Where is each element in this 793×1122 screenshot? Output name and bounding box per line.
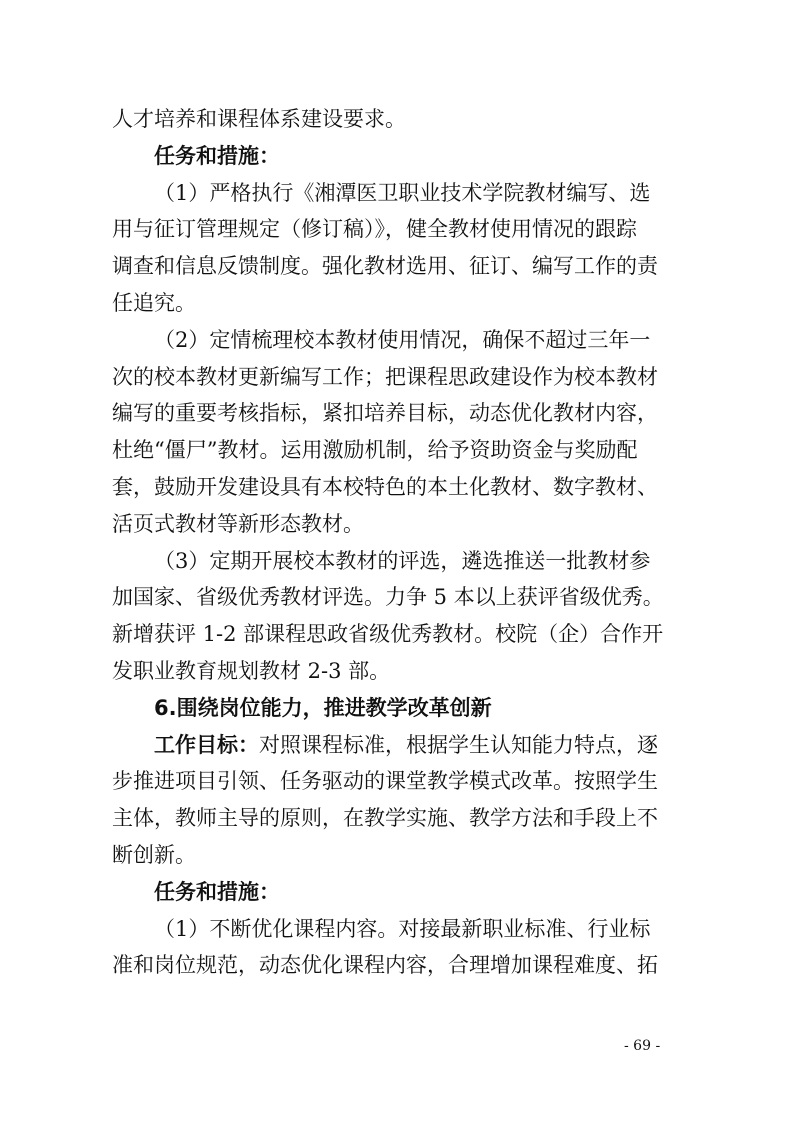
paragraph-line: 准和岗位规范，动态优化课程内容，合理增加课程难度、拓 — [112, 953, 658, 978]
paragraph-line: 加国家、省级优秀教材评选。力争 5 本以上获评省级优秀。 — [112, 585, 664, 610]
section-subheading: 任务和措施： — [154, 879, 280, 904]
page-number: - 69 - — [624, 1038, 661, 1054]
paragraph-line: （1）严格执行《湘潭医卫职业技术学院教材编写、选 — [154, 180, 651, 205]
paragraph-line: 编写的重要考核指标，紧扣培养目标，动态优化教材内容， — [112, 401, 658, 426]
section-subheading: 任务和措施： — [154, 143, 280, 168]
paragraph-line: 新增获评 1-2 部课程思政省级优秀教材。校院（企）合作开 — [112, 622, 664, 647]
section-heading: 6.围绕岗位能力，推进教学改革创新 — [154, 695, 492, 720]
paragraph-line: 步推进项目引领、任务驱动的课堂教学模式改革。按照学生 — [112, 769, 658, 794]
document-body — [112, 101, 692, 984]
paragraph-line: 主体，教师主导的原则，在教学实施、教学方法和手段上不 — [112, 806, 658, 831]
paragraph-line — [112, 727, 692, 764]
paragraph-line: 次的校本教材更新编写工作；把课程思政建设作为校本教材 — [112, 364, 658, 389]
paragraph-line: （1）不断优化课程内容。对接最新职业标准、行业标 — [154, 916, 651, 941]
paragraph-line: 用与征订管理规定（修订稿）》，健全教材使用情况的跟踪 — [112, 217, 637, 242]
inline-text: 对照课程标准，根据学生认知能力特点，逐 — [259, 732, 658, 757]
paragraph-line: 发职业教育规划教材 2-3 部。 — [112, 658, 391, 683]
paragraph-line: 任追究。 — [112, 290, 196, 315]
paragraph-line: （2）定情梳理校本教材使用情况，确保不超过三年一 — [154, 327, 651, 352]
paragraph-line: 套，鼓励开发建设具有本校特色的本土化教材、数字教材、 — [112, 474, 658, 499]
paragraph-line: 活页式教材等新形态教材。 — [112, 511, 364, 536]
paragraph-line: 人才培养和课程体系建设要求。 — [112, 107, 406, 131]
paragraph-line: 调查和信息反馈制度。强化教材选用、征订、编写工作的责 — [112, 254, 658, 279]
inline-label: 工作目标： — [154, 732, 259, 757]
paragraph-line: （3）定期开展校本教材的评选，遴选推送一批教材参 — [154, 548, 651, 573]
paragraph-line: 杜绝“僵尸”教材。运用激励机制，给予资助资金与奖励配 — [112, 438, 638, 463]
paragraph-line: 断创新。 — [112, 842, 196, 867]
